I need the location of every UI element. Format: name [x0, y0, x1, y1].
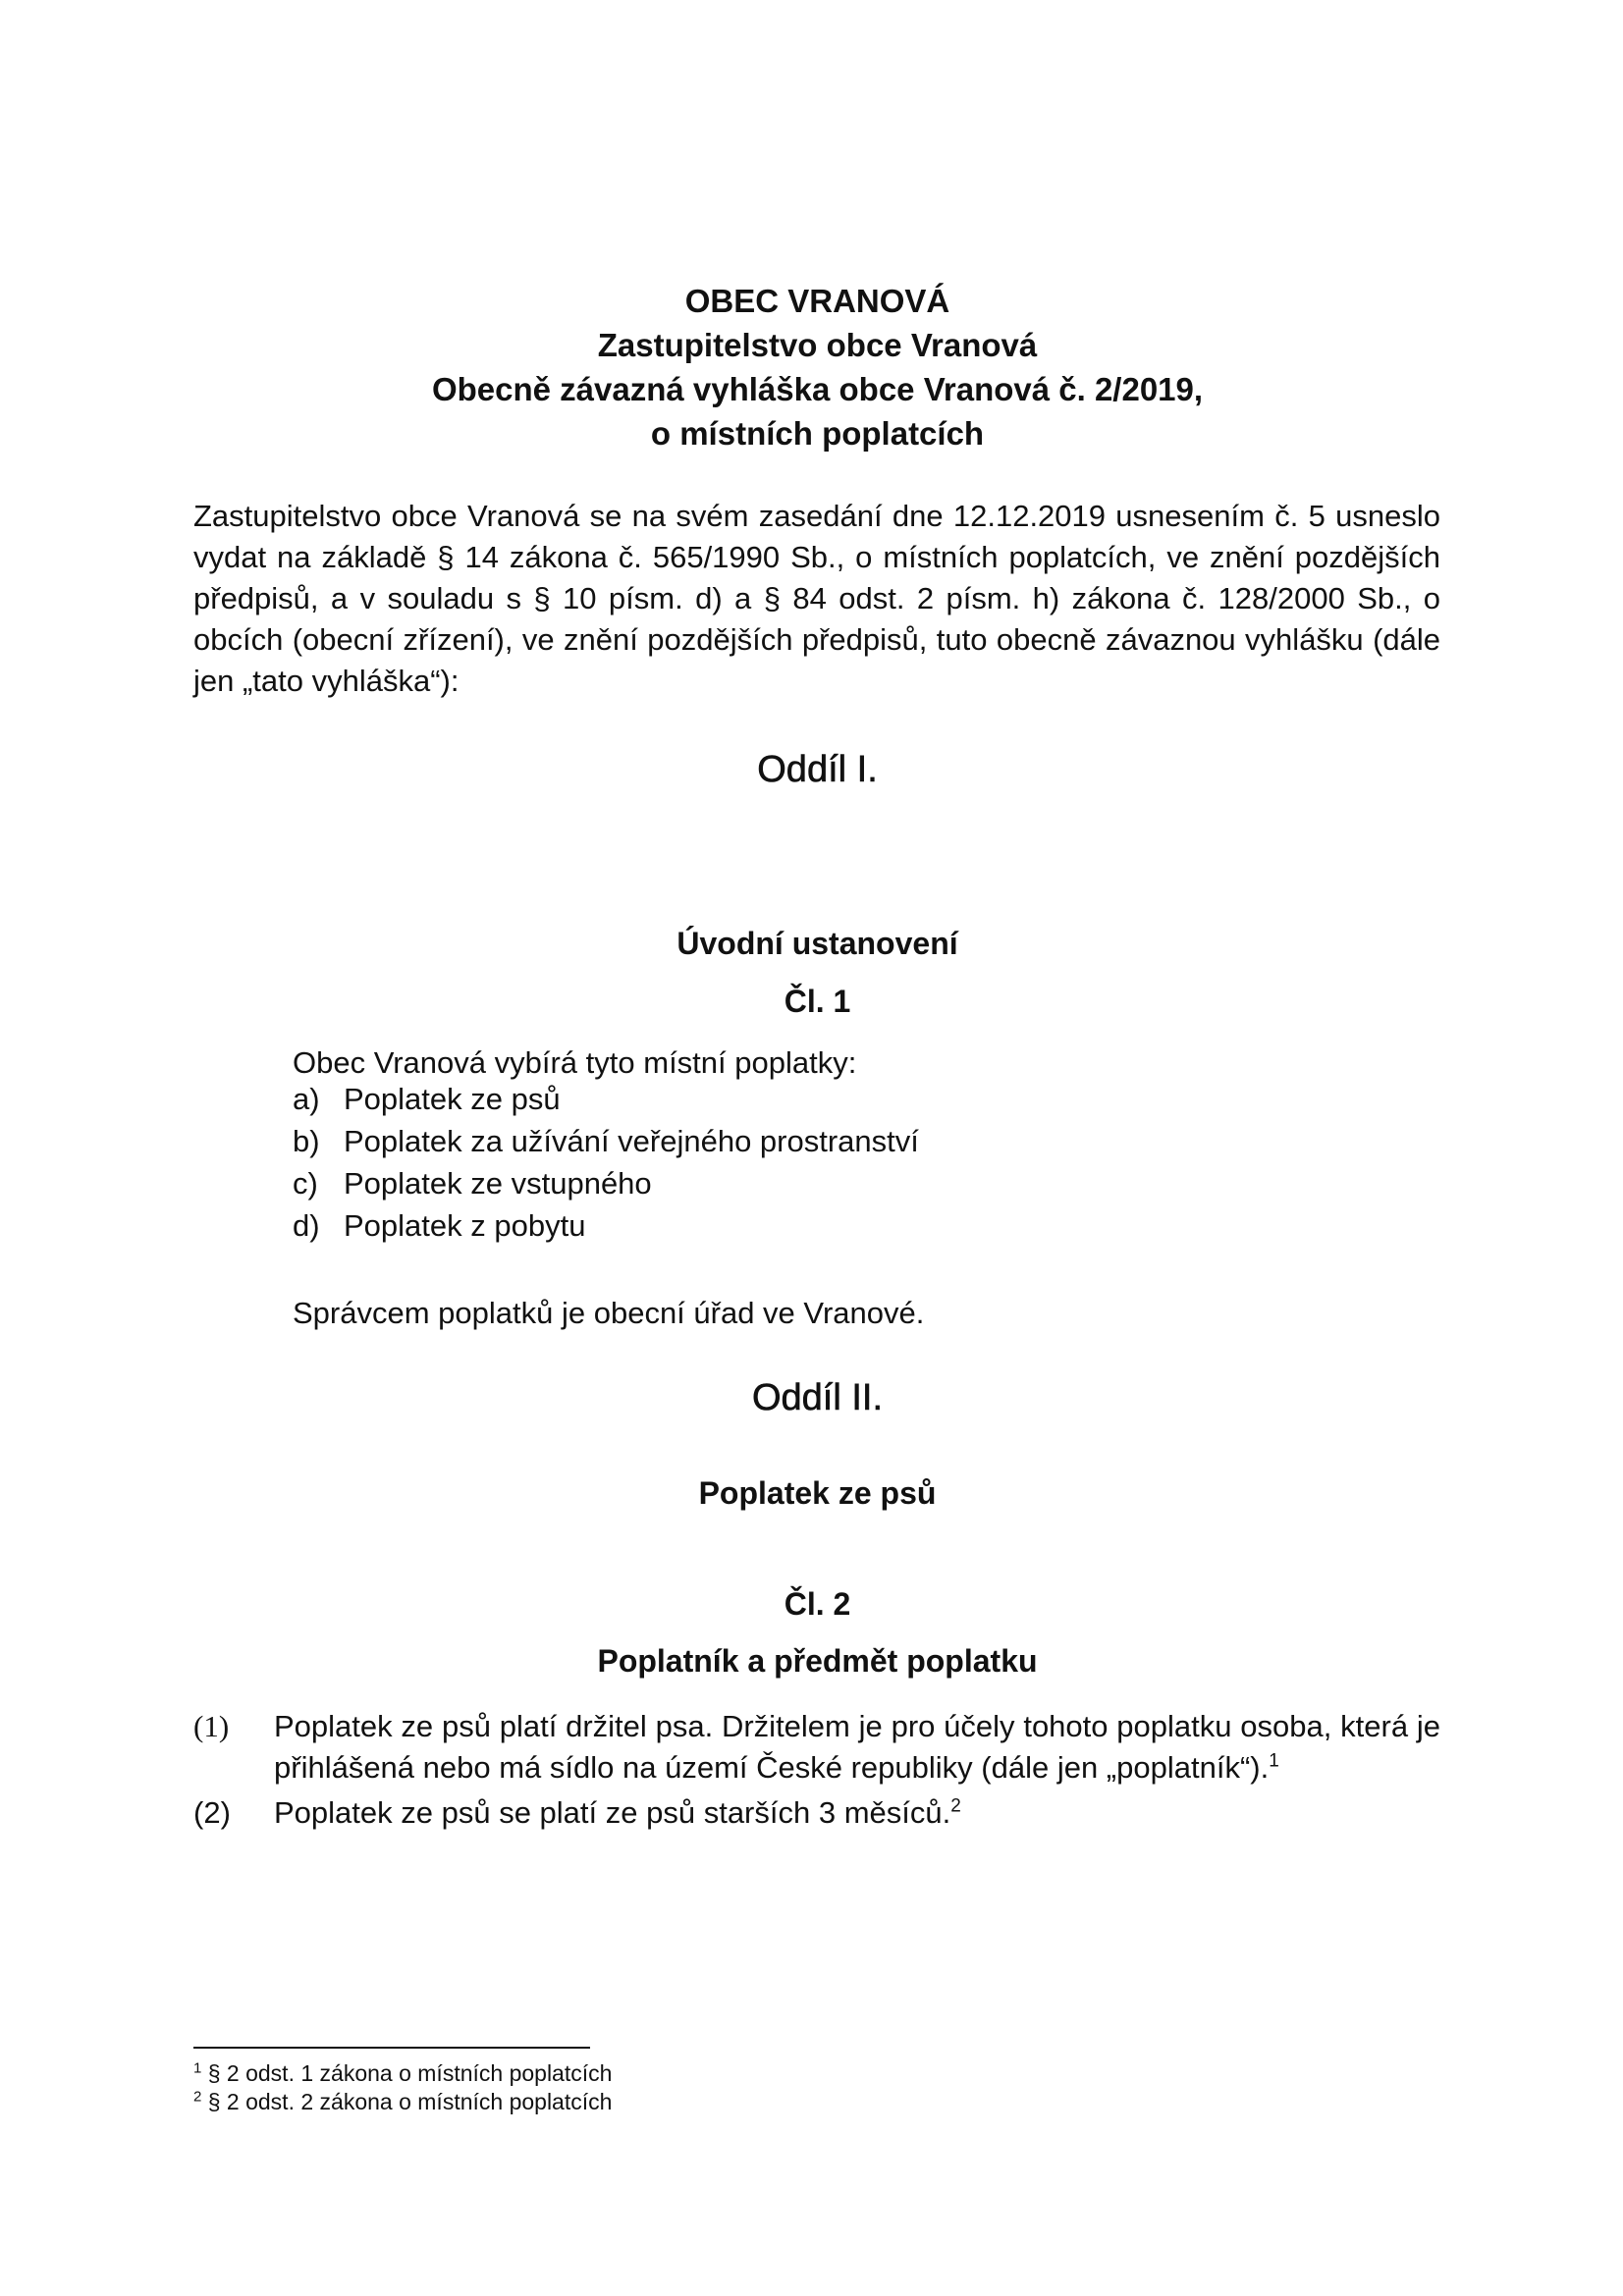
paragraph-text: Poplatek ze psů se platí ze psů starších 3 měsíců. [274, 1795, 951, 1830]
footnote-text: § 2 odst. 2 zákona o místních poplatcích [207, 2089, 613, 2114]
footnote [193, 2059, 612, 2088]
council-name: Zastupitelstvo obce Vranová [597, 327, 1038, 363]
fee-list [293, 1078, 919, 1247]
section-2-title: Oddíl II. [751, 1377, 884, 1418]
list-item-text: Poplatek ze psů [344, 1082, 561, 1116]
section-1-subtitle: Úvodní ustanovení [676, 926, 958, 961]
footnotes [193, 2059, 612, 2116]
article-2-title: Poplatník a předmět poplatku [597, 1643, 1038, 1679]
article-2-heading: Čl. 2 [784, 1586, 851, 1622]
list-item [293, 1120, 919, 1162]
section-2-subtitle: Poplatek ze psů [698, 1475, 937, 1511]
paragraph-number: (2) [193, 1795, 231, 1830]
intro-paragraph [193, 496, 1440, 702]
section-1-title: Oddíl I. [757, 749, 878, 790]
article-2-paragraph-1 [193, 1706, 1440, 1789]
list-item-marker: d) [293, 1208, 320, 1243]
footnote-number: 2 [193, 2088, 202, 2106]
decree-title: Obecně závazná vyhláška obce Vranová č. 2/2019, [431, 371, 1204, 407]
fee-administrator-text: Správcem poplatků je obecní úřad ve Vranové. [293, 1296, 925, 1330]
list-item-text: Poplatek ze vstupného [344, 1166, 652, 1201]
municipality-name: OBEC VRANOVÁ [684, 283, 950, 319]
list-item [293, 1204, 919, 1247]
footnote-ref: 1 [1269, 1750, 1279, 1772]
decree-subject: o místních poplatcích [650, 415, 985, 452]
list-item [293, 1078, 919, 1120]
list-item-text: Poplatek z pobytu [344, 1208, 586, 1243]
paragraph-text: Poplatek ze psů platí držitel psa. Držitelem je pro účely tohoto poplatku osoba, která je přihlášená nebo má sídlo na území České republiky (dále jen „poplatník“). [274, 1709, 1440, 1785]
intro-text: Zastupitelstvo obce Vranová se na svém zasedání dne 12.12.2019 usnesením č. 5 usneslo vydat na základě § 14 zákona č. 565/1990 Sb., o místních poplatcích, ve znění pozdějších předpisů, a v souladu s § 10 písm. d) a § 84 odst. 2 písm. h) zákona č. 128/2000 Sb., o obcích (obecní zřízení), ve znění pozdějších předpisů, tuto obecně závaznou vyhlášku (dále jen „tato vyhláška“): [193, 499, 1440, 698]
list-item-text: Poplatek za užívání veřejného prostranství [344, 1124, 919, 1158]
footnote-number: 1 [193, 2059, 202, 2077]
footnote [193, 2088, 612, 2116]
article-2-paragraph-2 [193, 1792, 1440, 1834]
footnote-text: § 2 odst. 1 zákona o místních poplatcích [207, 2060, 613, 2086]
footnote-divider [193, 2047, 590, 2049]
paragraph-body [274, 1706, 1440, 1789]
paragraph-body [274, 1792, 1440, 1834]
list-item-marker: a) [293, 1082, 320, 1116]
list-item-marker: b) [293, 1124, 320, 1158]
list-item-marker: c) [293, 1166, 318, 1201]
fee-list-lead: Obec Vranová vybírá tyto místní poplatky: [293, 1045, 857, 1080]
list-item [293, 1162, 919, 1204]
paragraph-number: (1) [193, 1709, 230, 1743]
footnote-ref: 2 [950, 1795, 961, 1817]
document-header [191, 279, 1443, 455]
article-1-heading: Čl. 1 [784, 984, 851, 1019]
